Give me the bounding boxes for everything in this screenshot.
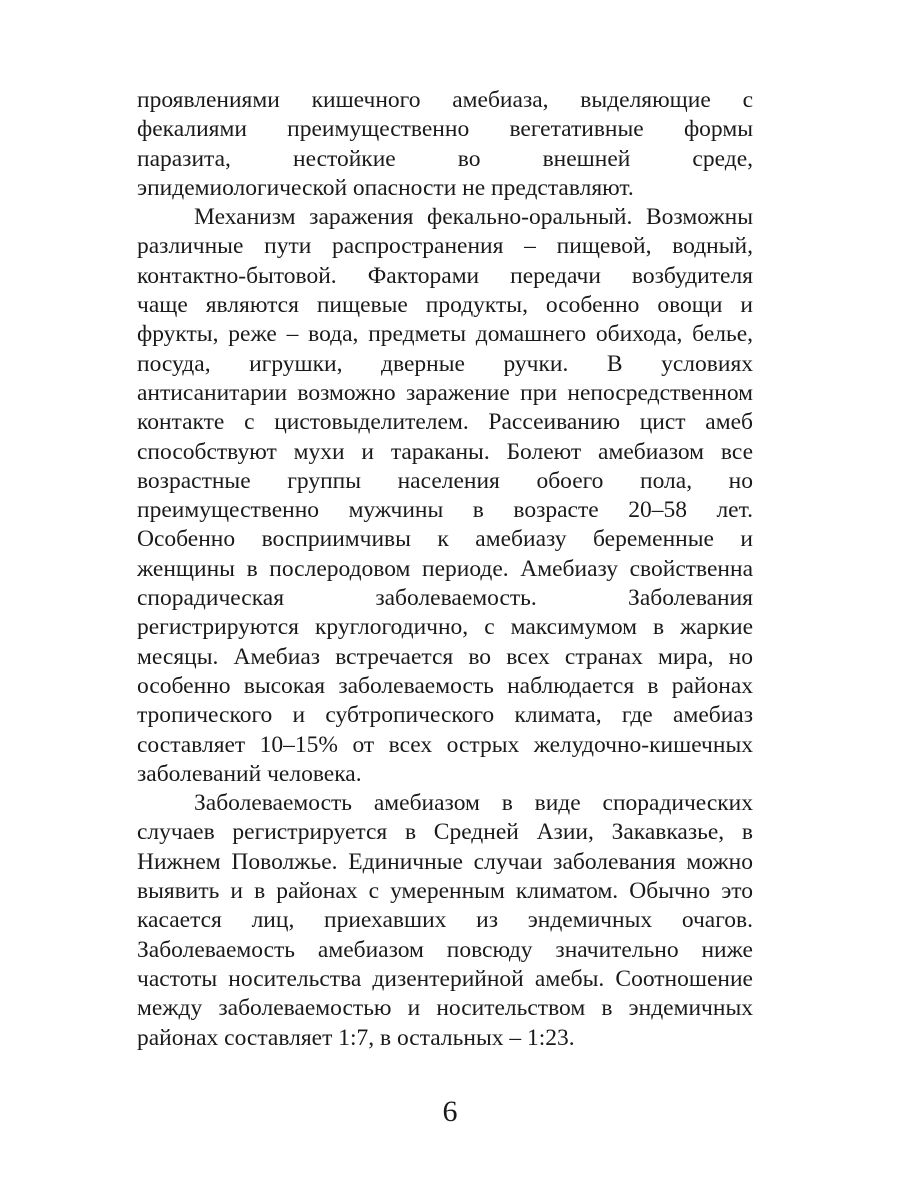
text-line: женщины в послеродовом периоде. Амебиазу свойственна — [137, 555, 753, 582]
text-line: возрастные группы населения обоего пола, но — [137, 467, 753, 494]
text-line: различные пути распространения – пищевой, водный, — [137, 233, 753, 260]
text-line: Заболеваемость амебиазом в виде спорадических — [194, 790, 753, 817]
text-line: регистрируются круглогодично, с максимумом в жаркие — [137, 614, 753, 641]
text-line: составляет 10–15% от всех острых желудочно-кишечных — [137, 731, 753, 758]
text-line: Механизм заражения фекально-оральный. Возможны — [194, 204, 753, 231]
text-line: между заболеваемостью и носительством в эндемичных — [137, 995, 753, 1022]
paragraph — [137, 789, 753, 1053]
text-line: выявить и в районах с умеренным климатом. Обычно это — [137, 878, 753, 905]
text-line: контактно-бытовой. Факторами передачи возбудителя — [137, 262, 753, 289]
text-line: заболеваний человека. — [137, 760, 362, 787]
text-line: эпидемиологической опасности не представляют. — [137, 174, 634, 201]
paragraph — [137, 86, 753, 203]
text-line: чаще являются пищевые продукты, особенно овощи и — [137, 292, 753, 319]
text-line: паразита, нестойкие во внешней среде, — [137, 145, 753, 172]
text-line: проявлениями кишечного амебиаза, выделяющие с — [137, 87, 753, 113]
text-line: тропического и субтропического климата, где амебиаз — [137, 702, 753, 729]
text-line: антисанитарии возможно заражение при непосредственном — [137, 379, 753, 406]
text-line: фекалиями преимущественно вегетативные формы — [137, 116, 753, 143]
text-line: преимущественно мужчины в возрасте 20–58 лет. — [137, 497, 753, 524]
text-line: частоты носительства дизентерийной амебы. Соотношение — [137, 965, 753, 992]
text-line: Нижнем Поволжье. Единичные случаи заболевания можно — [137, 848, 753, 875]
text-line: касается лиц, приехавших из эндемичных очагов. — [137, 907, 753, 934]
text-line: фрукты, реже – вода, предметы домашнего обихода, белье, — [137, 321, 753, 348]
text-line: особенно высокая заболеваемость наблюдается в районах — [137, 672, 753, 699]
paragraph — [137, 203, 753, 789]
text-line: месяцы. Амебиаз встречается во всех странах мира, но — [137, 643, 753, 670]
text-line: контакте с цистовыделителем. Рассеиванию цист амеб — [137, 409, 753, 436]
text-line: способствуют мухи и тараканы. Болеют амебиазом все — [137, 438, 753, 465]
text-line: посуда, игрушки, дверные ручки. В условиях — [137, 350, 753, 377]
text-body — [137, 86, 753, 1053]
text-line: Особенно восприимчивы к амебиазу беременные и — [137, 526, 753, 553]
page-number: 6 — [442, 1095, 458, 1128]
text-line: Заболеваемость амебиазом повсюду значительно ниже — [137, 936, 753, 963]
text-line: случаев регистрируется в Средней Азии, Закавказье, в — [137, 819, 753, 846]
text-line: спорадическая заболеваемость. Заболевания — [137, 585, 753, 612]
text-line: районах составляет 1:7, в остальных – 1:23. — [137, 1024, 575, 1051]
